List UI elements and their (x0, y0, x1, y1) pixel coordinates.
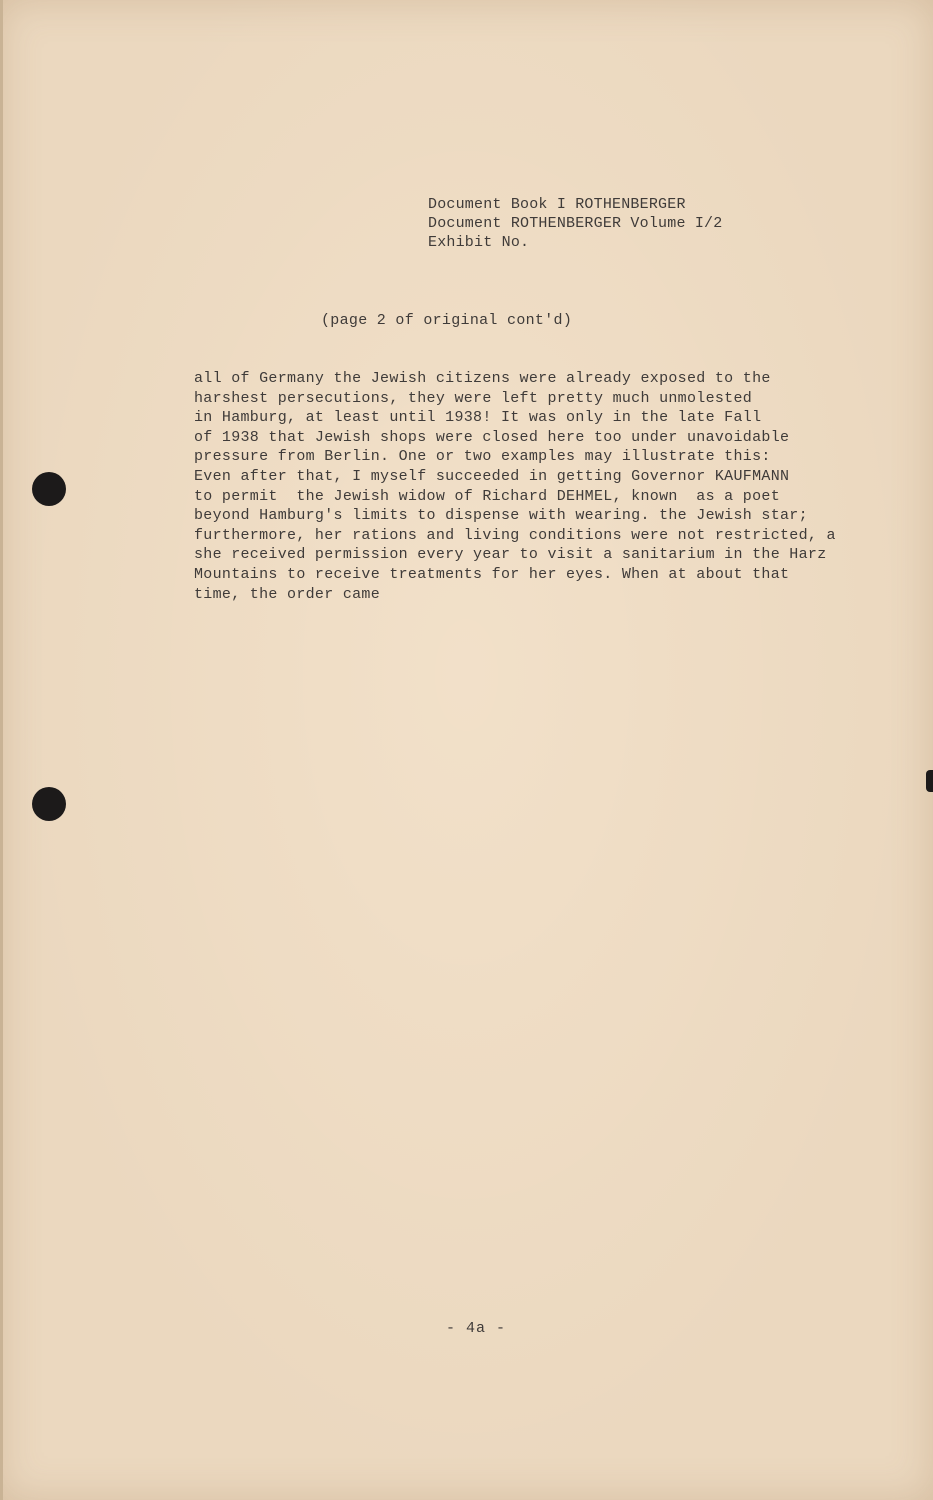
document-header (428, 195, 722, 252)
header-line-exhibit: Exhibit No. (428, 234, 530, 251)
body-line: furthermore, her rations and living conditions were not restricted, a (194, 526, 836, 544)
body-line: to permit the Jewish widow of Richard DEHMEL, known as a poet (194, 487, 780, 505)
body-text (194, 369, 874, 604)
body-line: she received permission every year to visit a sanitarium in the Harz (194, 546, 827, 564)
body-line: Mountains to receive treatments for her eyes. When at about that (194, 565, 790, 583)
header-line-book: Document Book I ROTHENBERGER (428, 196, 686, 213)
body-line: all of Germany the Jewish citizens were already exposed to the (194, 370, 771, 387)
header-line-volume: Document ROTHENBERGER Volume I/2 (428, 215, 723, 232)
body-line: beyond Hamburg's limits to dispense with wearing. the Jewish star; (194, 507, 808, 525)
body-line: in Hamburg, at least until 1938! It was only in the late Fall (194, 409, 762, 427)
page-number: - 4a - (446, 1320, 507, 1337)
body-line: time, the order came (194, 585, 381, 603)
body-line: harshest persecutions, they were left pretty much unmolested (194, 389, 753, 407)
paper-edge (0, 0, 3, 1500)
body-line: pressure from Berlin. One or two examples may illustrate this: (194, 448, 771, 466)
continuation-note: (page 2 of original cont'd) (321, 312, 573, 329)
punch-hole-bottom (32, 787, 66, 821)
edge-binding-mark (926, 770, 933, 792)
punch-hole-top (32, 472, 66, 506)
body-line: Even after that, I myself succeeded in getting Governor KAUFMANN (194, 467, 790, 485)
body-line: of 1938 that Jewish shops were closed here too under unavoidable (194, 428, 790, 446)
